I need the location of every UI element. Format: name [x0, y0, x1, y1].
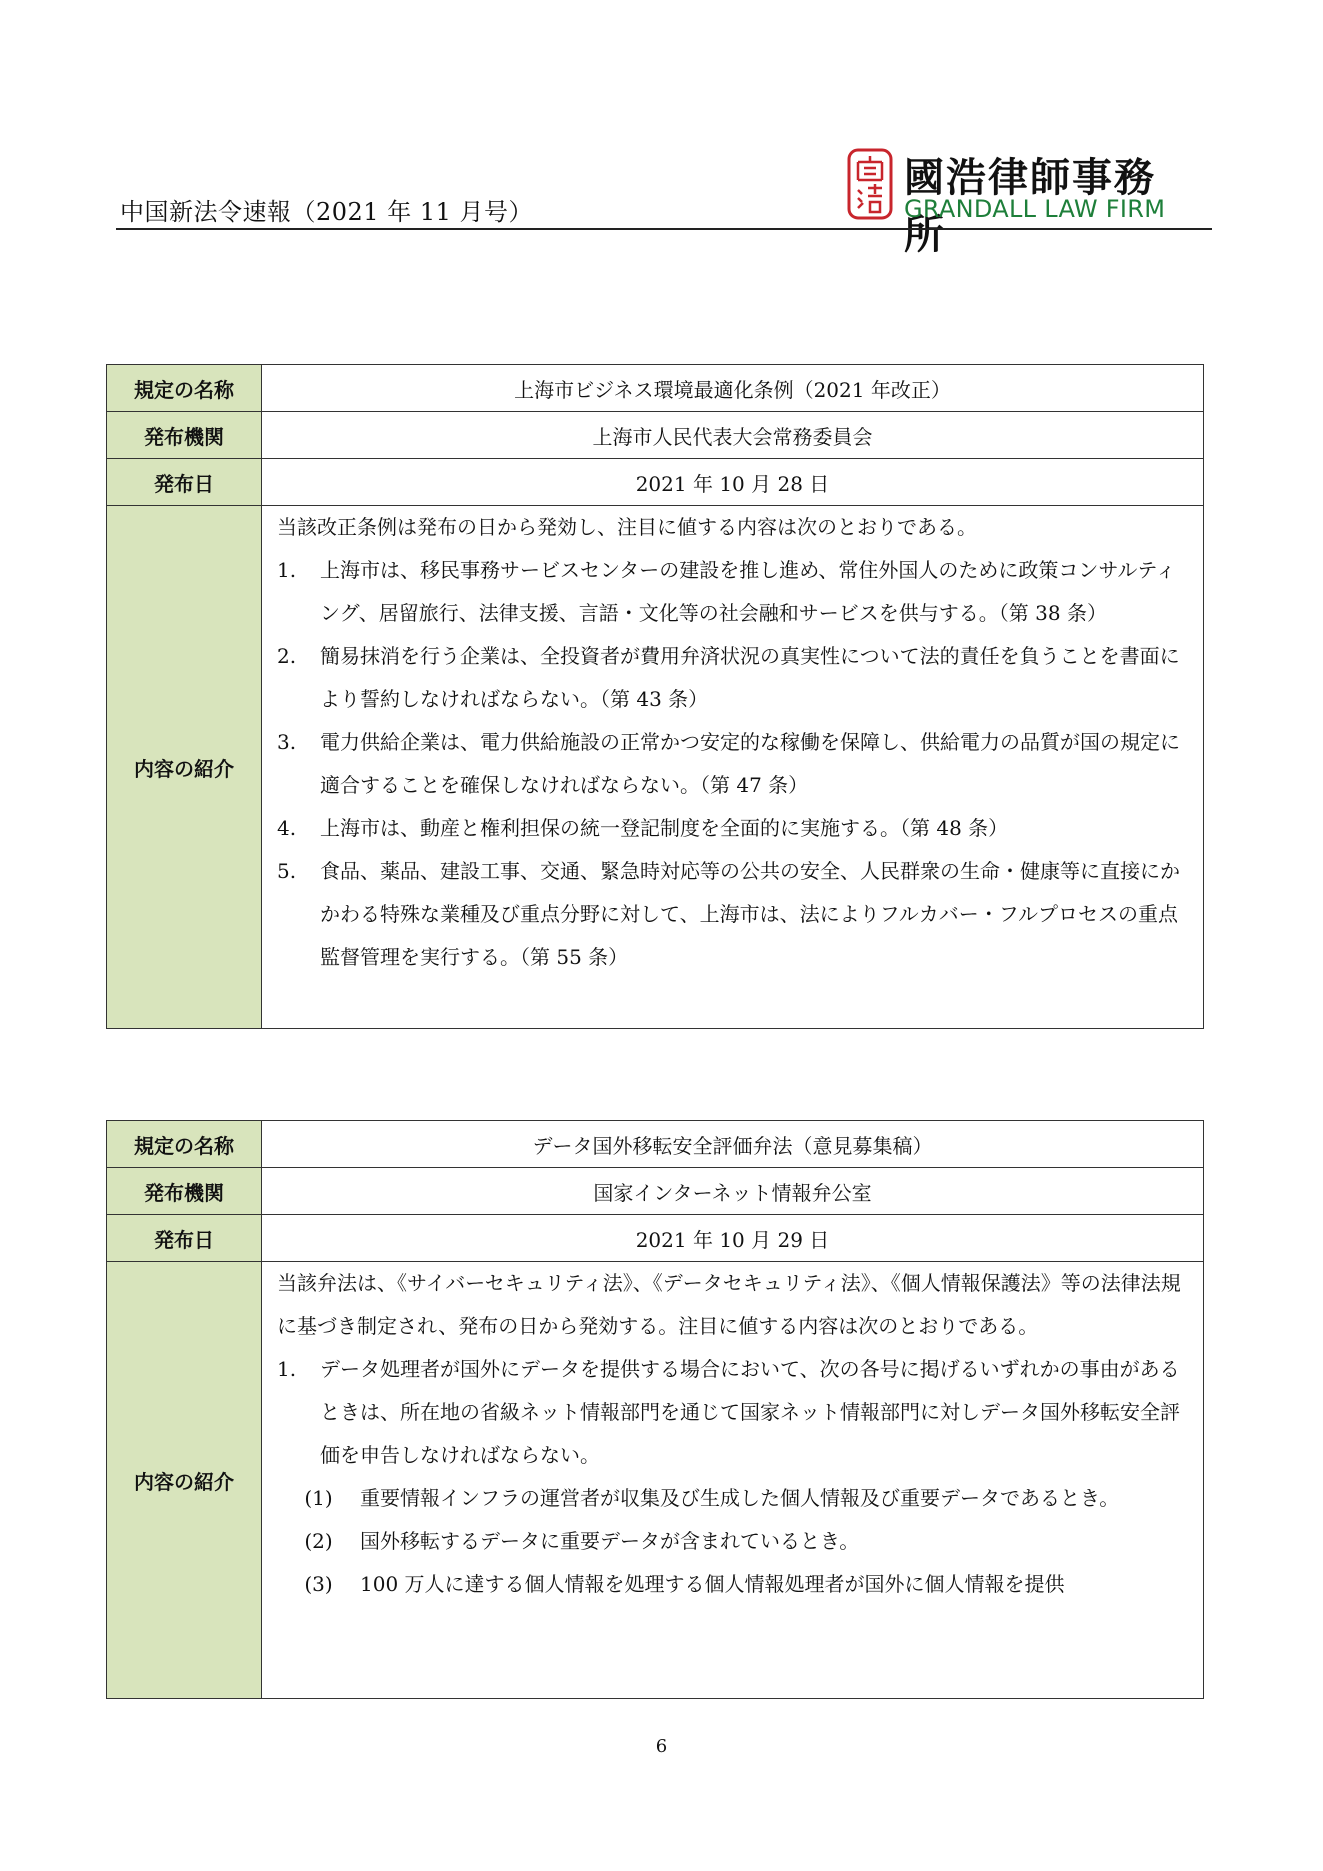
regulation-issuer: 上海市人民代表大会常務委員会 [262, 412, 1204, 459]
sub-list-item [277, 1563, 1189, 1606]
document-header-title: 中国新法令速報（2021 年 11 月号） [120, 198, 534, 226]
firm-name-en: GRANDALL LAW FIRM [904, 195, 1166, 223]
sub-list-item [277, 1477, 1189, 1520]
item-number: 1. [277, 1357, 297, 1381]
sub-item-text: 100 万人に達する個人情報を処理する個人情報処理者が国外に個人情報を提供 [360, 1572, 1065, 1596]
sub-item-number: (1) [304, 1486, 333, 1510]
item-text: 電力供給企業は、電力供給施設の正常かつ安定的な稼働を保障し、供給電力の品質が国の規定に適合することを確保しなければならない。（第 47 条） [320, 730, 1180, 797]
sub-item-text: 重要情報インフラの運営者が収集及び生成した個人情報及び重要データであるとき。 [360, 1486, 1120, 1510]
item-number: 5. [277, 859, 297, 883]
regulation-date-row [107, 1215, 1204, 1262]
list-item [277, 807, 1189, 850]
regulation-name-label: 規定の名称 [107, 365, 262, 412]
list-item [277, 635, 1189, 721]
firm-name-cn: 國浩律師事務所 [904, 155, 1156, 258]
regulation-issuer-row [107, 412, 1204, 459]
firm-logo [846, 146, 1186, 258]
item-text: データ処理者が国外にデータを提供する場合において、次の各号に掲げるいずれかの事由があるときは、所在地の省級ネット情報部門を通じて国家ネット情報部門に対しデータ国外移転安全評価を申告しなければならない。 [320, 1357, 1180, 1467]
regulation-content-row [107, 506, 1204, 1029]
regulation-issuer-label: 発布機関 [107, 412, 262, 459]
list-item [277, 1348, 1189, 1606]
item-text: 上海市は、移民事務サービスセンターの建設を推し進め、常住外国人のために政策コンサルティング、居留旅行、法律支援、言語・文化等の社会融和サービスを供与する。（第 38 条） [320, 558, 1176, 625]
list-item [277, 850, 1189, 979]
regulation-content-label: 内容の紹介 [107, 1262, 262, 1699]
item-number: 2. [277, 644, 297, 668]
sub-list-item [277, 1520, 1189, 1563]
regulation-table-2 [106, 1120, 1204, 1699]
regulation-name: データ国外移転安全評価弁法（意見募集稿） [262, 1121, 1204, 1168]
regulation-intro: 当該弁法は、《サイバーセキュリティ法》、《データセキュリティ法》、《個人情報保護法》等の法律法規に基づき制定され、発布の日から発効する。注目に値する内容は次のとおりである。 [277, 1271, 1181, 1338]
regulation-content-row [107, 1262, 1204, 1699]
firm-seal-icon [846, 146, 894, 222]
regulation-name-row [107, 1121, 1204, 1168]
item-number: 3. [277, 730, 297, 754]
regulation-items [277, 549, 1189, 979]
regulation-name: 上海市ビジネス環境最適化条例（2021 年改正） [262, 365, 1204, 412]
page-number: 6 [655, 1736, 668, 1757]
regulation-intro: 当該改正条例は発布の日から発効し、注目に値する内容は次のとおりである。 [277, 515, 977, 539]
regulation-date-label: 発布日 [107, 1215, 262, 1262]
item-number: 4. [277, 816, 297, 840]
header-divider [116, 228, 1212, 230]
list-item [277, 549, 1189, 635]
sub-item-number: (2) [304, 1529, 333, 1553]
regulation-table-1 [106, 364, 1204, 1029]
regulation-date-row [107, 459, 1204, 506]
item-number: 1. [277, 558, 297, 582]
regulation-name-label: 規定の名称 [107, 1121, 262, 1168]
sub-item-number: (3) [304, 1572, 333, 1596]
item-text: 簡易抹消を行う企業は、全投資者が費用弁済状況の真実性について法的責任を負うことを書面により誓約しなければならない。（第 43 条） [320, 644, 1180, 711]
regulation-date-label: 発布日 [107, 459, 262, 506]
item-text: 上海市は、動産と権利担保の統一登記制度を全面的に実施する。（第 48 条） [320, 816, 1009, 840]
regulation-issuer-label: 発布機関 [107, 1168, 262, 1215]
regulation-issuer: 国家インターネット情報弁公室 [262, 1168, 1204, 1215]
regulation-content [262, 1262, 1204, 1699]
item-text: 食品、薬品、建設工事、交通、緊急時対応等の公共の安全、人民群衆の生命・健康等に直接にかかわる特殊な業種及び重点分野に対して、上海市は、法によりフルカバー・フルプロセスの重点監督管理を実行する。（第 55 条） [320, 859, 1180, 969]
regulation-name-row [107, 365, 1204, 412]
list-item [277, 721, 1189, 807]
regulation-date: 2021 年 10 月 28 日 [262, 459, 1204, 506]
regulation-content-label: 内容の紹介 [107, 506, 262, 1029]
sub-item-text: 国外移転するデータに重要データが含まれているとき。 [360, 1529, 860, 1553]
sub-items [277, 1477, 1189, 1606]
regulation-items [277, 1348, 1189, 1606]
regulation-content [262, 506, 1204, 1029]
regulation-issuer-row [107, 1168, 1204, 1215]
regulation-date: 2021 年 10 月 29 日 [262, 1215, 1204, 1262]
